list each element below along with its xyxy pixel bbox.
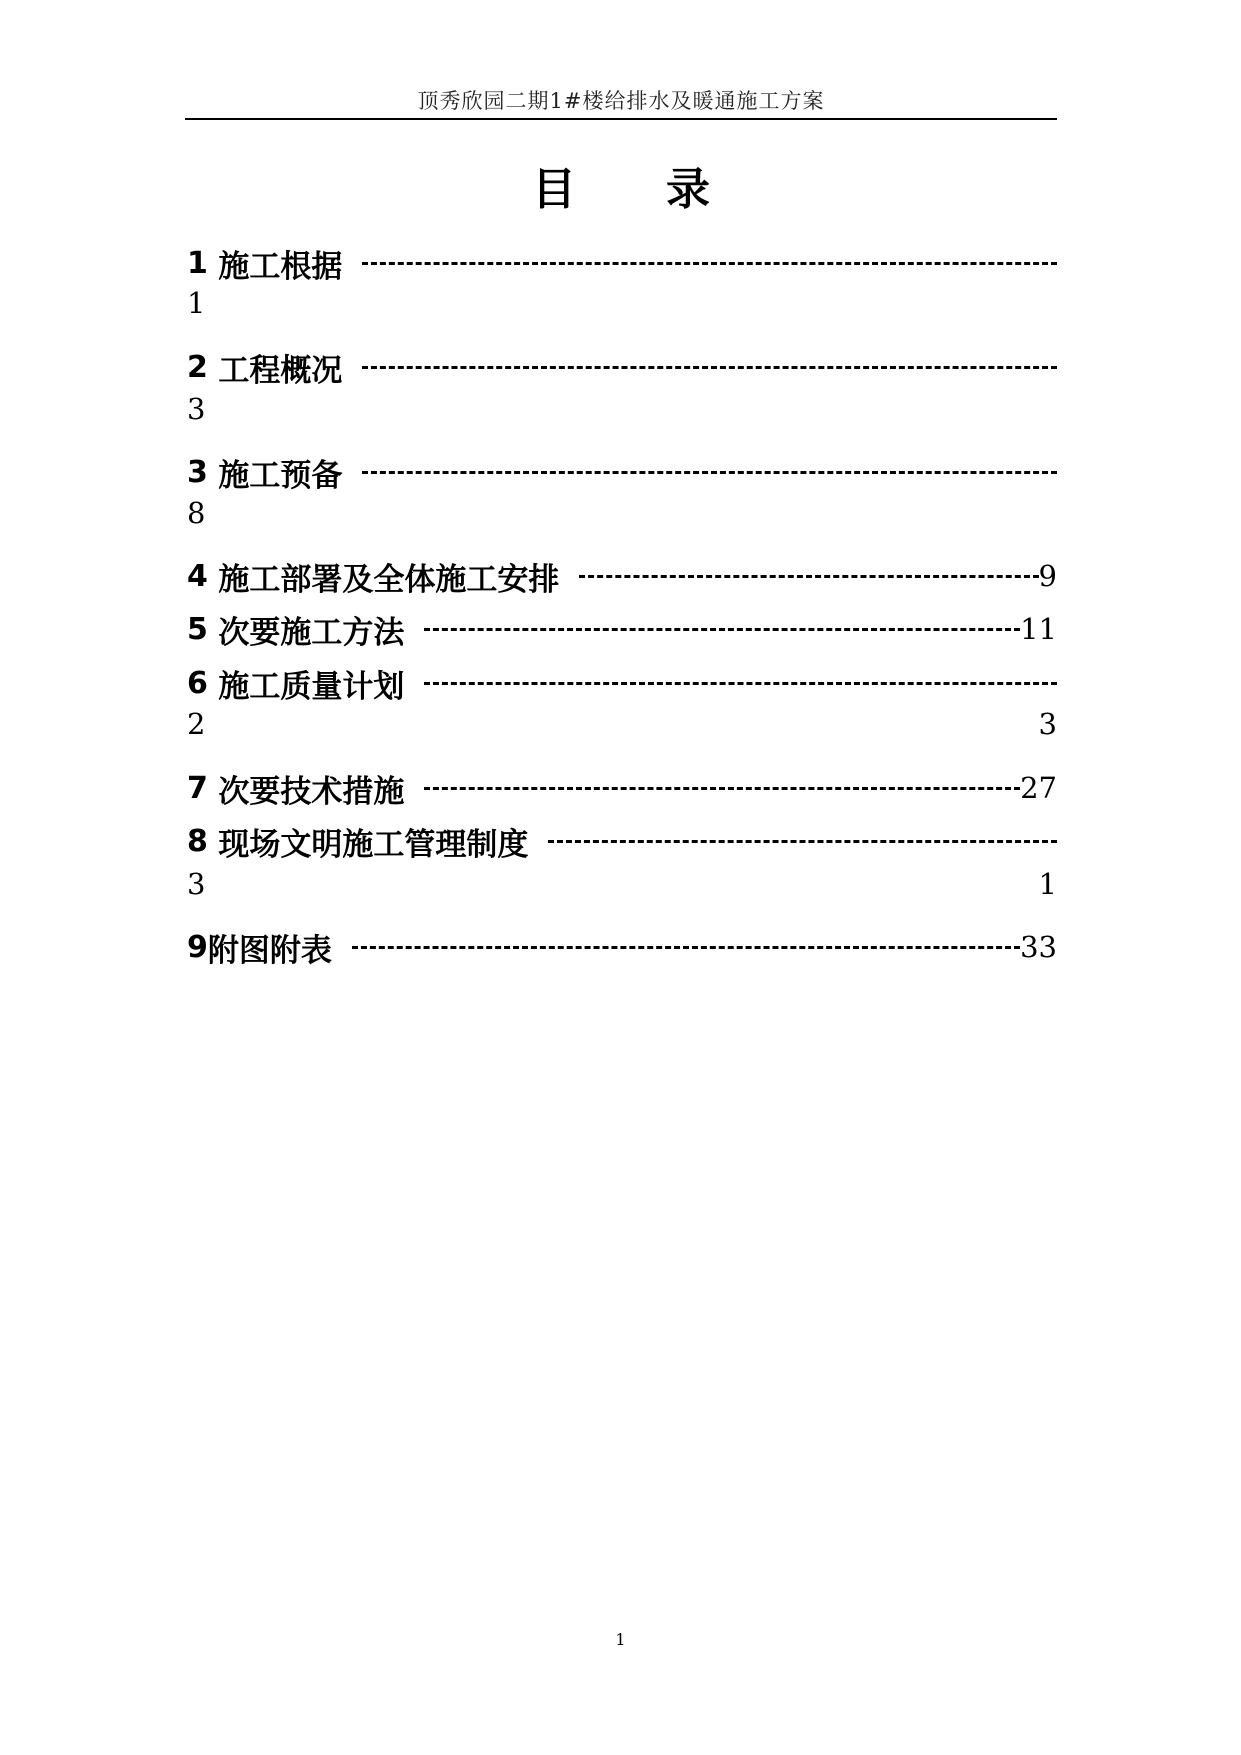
toc-entry-page: 33: [1020, 930, 1057, 964]
toc-entry-8[interactable]: [187, 818, 1057, 864]
toc-entry-number: 2: [187, 349, 208, 385]
dot-leader: [579, 575, 1038, 578]
page-number-right: 1: [1038, 867, 1057, 901]
toc-entry-8-page-wrap: [187, 864, 1057, 904]
header-rule: [185, 118, 1057, 120]
dot-leader: [362, 262, 1057, 265]
page-number-left: 2: [187, 707, 206, 741]
toc-entry-number: 6: [187, 665, 208, 701]
toc-entry-2-page-wrap: [187, 389, 1057, 429]
dot-leader: [548, 840, 1057, 843]
running-header: 顶秀欣园二期1#楼给排水及暖通施工方案: [417, 89, 825, 113]
toc-entry-4[interactable]: [187, 553, 1057, 599]
page-number-left: 3: [187, 867, 206, 901]
toc-entry-number: 3: [187, 454, 208, 490]
toc-entry-page: 27: [1020, 771, 1057, 805]
toc-entry-label: 次要技术措施: [218, 773, 405, 810]
dot-leader: [424, 787, 1020, 790]
toc-entry-1-page-wrap: [187, 283, 1057, 323]
toc-entry-label: 次要施工方法: [218, 614, 405, 651]
dot-leader: [424, 682, 1057, 685]
toc-entry-number: 5: [187, 611, 208, 647]
toc-entry-3-page-wrap: [187, 493, 1057, 533]
page-number-right: 3: [1038, 707, 1057, 741]
toc-entry-1[interactable]: [187, 240, 1057, 286]
toc-entry-label: 施工部署及全体施工安排: [218, 561, 560, 598]
toc-entry-5[interactable]: [187, 606, 1057, 652]
toc-entry-page: 11: [1020, 612, 1057, 646]
toc-entry-number: 9: [187, 929, 208, 965]
dot-leader: [424, 628, 1020, 631]
page-title: 目录: [532, 164, 800, 215]
toc-entry-number: 1: [187, 245, 208, 281]
toc-entry-label: 现场文明施工管理制度: [218, 826, 529, 863]
toc-entry-6[interactable]: [187, 660, 1057, 706]
toc-entry-number: 4: [187, 558, 208, 594]
toc-entry-label: 工程概况: [218, 352, 343, 389]
toc-entry-label: 施工质量计划: [218, 668, 405, 705]
dot-leader: [352, 946, 1020, 949]
page-number-left: 1: [187, 286, 206, 320]
toc-entry-6-page-wrap: [187, 704, 1057, 744]
page-number-left: 3: [187, 392, 206, 426]
toc-entry-3[interactable]: [187, 449, 1057, 495]
toc-entry-page: 9: [1038, 559, 1057, 593]
toc-entry-7[interactable]: [187, 765, 1057, 811]
toc-entry-label: 施工预备: [218, 457, 343, 494]
page-number: 1: [615, 1630, 626, 1649]
toc-entry-label: 附图附表: [207, 932, 332, 969]
toc-entry-label: 施工根据: [218, 248, 343, 285]
toc-entry-2[interactable]: [187, 344, 1057, 390]
toc-entry-9[interactable]: [187, 924, 1057, 970]
dot-leader: [362, 471, 1057, 474]
toc-entry-number: 7: [187, 770, 208, 806]
toc-entry-number: 8: [187, 823, 208, 859]
dot-leader: [362, 366, 1057, 369]
page-number-left: 8: [187, 496, 206, 530]
